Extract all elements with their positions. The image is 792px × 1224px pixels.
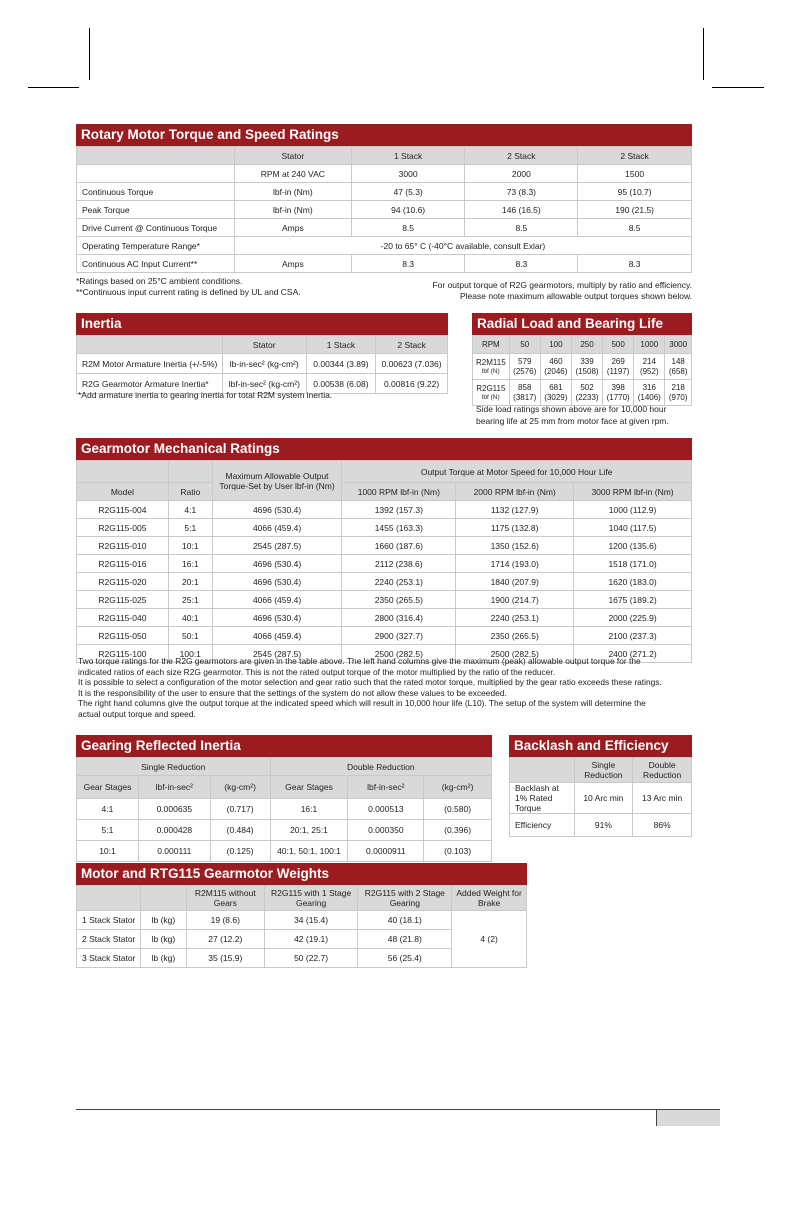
- table-cell: 4696 (530.4): [212, 501, 342, 519]
- table-cell: Backlash at 1% Rated Torque: [510, 783, 575, 814]
- header-cell: Maximum Allowable Output Torque-Set by User lbf-in (Nm): [212, 461, 342, 501]
- table-cell: 2400 (271.2): [574, 645, 692, 663]
- table-cell: 48 (21.8): [358, 930, 452, 949]
- radial-note-2: bearing life at 25 mm from motor face at given rpm.: [476, 416, 669, 426]
- table-cell: 2545 (287.5): [212, 537, 342, 555]
- table-row: [77, 609, 692, 627]
- load-value: 316: [642, 382, 656, 392]
- table-cell: 0.000350: [348, 820, 424, 841]
- crop-mark-right-vertical: [703, 28, 704, 80]
- model-label: R2G115: [476, 384, 506, 393]
- table-cell: 8.3: [465, 255, 578, 273]
- table-cell: 0.0000911: [348, 841, 424, 862]
- table-cell: 1714 (193.0): [456, 555, 574, 573]
- table-cell: 4696 (530.4): [212, 573, 342, 591]
- table-cell: R2G115-005: [77, 519, 169, 537]
- load-value-n: (658): [668, 366, 688, 376]
- header-cell: Model: [77, 483, 169, 501]
- load-value-n: (1508): [575, 366, 599, 376]
- table-cell: 73 (8.3): [465, 183, 578, 201]
- table-cell: 4696 (530.4): [212, 555, 342, 573]
- table-cell: 0.00816 (9.22): [376, 374, 448, 394]
- header-cell: (kg-cm²): [210, 776, 270, 799]
- table-cell: R2G115-020: [77, 573, 169, 591]
- table-cell: 0.000111: [138, 841, 210, 862]
- header-cell: 2 Stack: [578, 147, 692, 165]
- header-cell: Double Reduction: [633, 758, 692, 783]
- table-cell: lbf-in (Nm): [234, 201, 351, 219]
- table-row: [510, 814, 692, 837]
- rotary-header-row: [77, 147, 692, 165]
- table-row: [77, 911, 527, 930]
- table-cell: 2900 (327.7): [342, 627, 456, 645]
- table-cell: lbf-in (Nm): [234, 183, 351, 201]
- table-cell: 1350 (152.6): [456, 537, 574, 555]
- table-cell: 2112 (238.6): [342, 555, 456, 573]
- table-row: [77, 799, 492, 820]
- table-row: [77, 237, 692, 255]
- table-cell: RPM at 240 VAC: [234, 165, 351, 183]
- load-value: 269: [611, 356, 625, 366]
- table-row: [77, 183, 692, 201]
- load-value: 502: [580, 382, 594, 392]
- rotary-note-1: *Ratings based on 25°C ambient conditions.: [76, 276, 243, 286]
- table-cell: R2G115-040: [77, 609, 169, 627]
- radial-table: [472, 335, 692, 406]
- unit-label: lbf (N): [481, 394, 500, 401]
- table-cell: 8.3: [578, 255, 692, 273]
- table-cell: 10:1: [168, 537, 212, 555]
- backlash-section: [509, 735, 692, 837]
- table-row: [77, 573, 692, 591]
- table-cell: 10 Arc min: [574, 783, 633, 814]
- header-cell: R2G115 with 2 Stage Gearing: [358, 886, 452, 911]
- table-row: [77, 255, 692, 273]
- table-cell: 86%: [633, 814, 692, 837]
- backlash-header-row: [510, 758, 692, 783]
- header-cell: 250: [571, 336, 602, 354]
- header-cell: Single Reduction: [77, 758, 271, 776]
- table-cell: lbf-in-sec² (kg-cm²): [222, 374, 306, 394]
- header-cell: 100: [540, 336, 571, 354]
- table-cell: 19 (8.6): [186, 911, 264, 930]
- table-cell: 20:1, 25:1: [270, 820, 348, 841]
- table-cell: (0.125): [210, 841, 270, 862]
- model-label: R2M115: [476, 358, 506, 367]
- table-row: [77, 627, 692, 645]
- paragraph-line: It is the responsibility of the user to ensure that the settings of the system do not allow these values to be exceeded.: [78, 687, 507, 698]
- table-row: [77, 201, 692, 219]
- gearing-group-row: [77, 758, 492, 776]
- header-cell: 2 Stack: [465, 147, 578, 165]
- table-cell: 0.00623 (7.036): [376, 354, 448, 374]
- table-cell: 25:1: [168, 591, 212, 609]
- table-row: [77, 537, 692, 555]
- load-value-n: (2576): [513, 366, 537, 376]
- inertia-table: [76, 335, 448, 394]
- gearmotor-ratings-section: [76, 438, 692, 663]
- header-cell: lbf-in-sec²: [138, 776, 210, 799]
- table-cell: 4066 (459.4): [212, 591, 342, 609]
- table-cell: 91%: [574, 814, 633, 837]
- table-cell: 1518 (171.0): [574, 555, 692, 573]
- header-cell: 1 Stack: [351, 147, 465, 165]
- header-cell: 2 Stack: [376, 336, 448, 354]
- table-cell: 0.00538 (6.08): [306, 374, 376, 394]
- header-cell: [510, 758, 575, 783]
- gearmotor-group-header-row: [77, 461, 692, 483]
- table-cell: (0.103): [424, 841, 492, 862]
- table-cell: 35 (15.9): [186, 949, 264, 968]
- table-cell: 0.00344 (3.89): [306, 354, 376, 374]
- header-cell: RPM: [473, 336, 510, 354]
- paragraph-line: Two torque ratings for the R2G gearmotors are given in the table above. The left hand columns give the maximum (peak) allowable output torque for the: [78, 656, 641, 666]
- table-row: [77, 555, 692, 573]
- table-cell: (0.580): [424, 799, 492, 820]
- load-value: 148: [671, 356, 685, 366]
- inertia-section: [76, 313, 448, 394]
- table-cell: 2350 (265.5): [456, 627, 574, 645]
- header-cell: 3000 RPM lbf-in (Nm): [574, 483, 692, 501]
- load-value-n: (1406): [637, 392, 661, 402]
- table-cell: 8.5: [465, 219, 578, 237]
- table-cell: 8.3: [351, 255, 465, 273]
- table-cell: 1455 (163.3): [342, 519, 456, 537]
- table-cell: 190 (21.5): [578, 201, 692, 219]
- table-cell: 2240 (253.1): [456, 609, 574, 627]
- page-number-box: [656, 1110, 720, 1126]
- header-cell: Gear Stages: [77, 776, 139, 799]
- header-cell: [77, 147, 235, 165]
- table-cell: [77, 165, 235, 183]
- weights-title: Motor and RTG115 Gearmotor Weights: [76, 863, 527, 885]
- header-cell: 500: [603, 336, 634, 354]
- table-cell: 42 (19.1): [264, 930, 358, 949]
- table-cell: 56 (25.4): [358, 949, 452, 968]
- table-row: [510, 783, 692, 814]
- rotary-table: [76, 146, 692, 273]
- table-cell: 50 (22.7): [264, 949, 358, 968]
- table-cell: 4066 (459.4): [212, 627, 342, 645]
- table-cell: 16:1: [270, 799, 348, 820]
- table-cell: Amps: [234, 219, 351, 237]
- table-cell: 8.5: [578, 219, 692, 237]
- table-cell: 1200 (135.6): [574, 537, 692, 555]
- table-cell: R2G115-010: [77, 537, 169, 555]
- table-cell: R2M Motor Armature Inertia (+/-5%): [77, 354, 223, 374]
- table-row: [77, 219, 692, 237]
- table-cell: Operating Temperature Range*: [77, 237, 235, 255]
- table-cell: R2G115-100: [77, 645, 169, 663]
- table-cell: Peak Torque: [77, 201, 235, 219]
- table-cell: 2500 (282.5): [456, 645, 574, 663]
- gearmotor-header-row: [77, 483, 692, 501]
- table-cell: (0.717): [210, 799, 270, 820]
- table-cell: 1900 (214.7): [456, 591, 574, 609]
- header-cell: R2G115 with 1 Stage Gearing: [264, 886, 358, 911]
- header-cell: 50: [509, 336, 540, 354]
- backlash-title: Backlash and Efficiency: [509, 735, 692, 757]
- paragraph-line: It is possible to select a configuration of the motor selection and gear ratio such that the rated motor torque, multiplied by the gear ratio exceeds these ratings.: [78, 677, 662, 688]
- table-cell: 2100 (237.3): [574, 627, 692, 645]
- table-cell: 1000 (112.9): [574, 501, 692, 519]
- table-cell: R2G115-025: [77, 591, 169, 609]
- load-value: 398: [611, 382, 625, 392]
- table-cell: 34 (15.4): [264, 911, 358, 930]
- table-cell: 1500: [578, 165, 692, 183]
- table-cell: lb (kg): [140, 930, 186, 949]
- table-cell: (0.396): [424, 820, 492, 841]
- table-cell: lb-in-sec² (kg-cm²): [222, 354, 306, 374]
- table-cell: Drive Current @ Continuous Torque: [77, 219, 235, 237]
- table-cell: 5:1: [77, 820, 139, 841]
- load-value-n: (970): [668, 392, 688, 402]
- table-cell: 1392 (157.3): [342, 501, 456, 519]
- table-cell: 1675 (189.2): [574, 591, 692, 609]
- table-cell: 5:1: [168, 519, 212, 537]
- table-cell: lb (kg): [140, 911, 186, 930]
- table-cell: 47 (5.3): [351, 183, 465, 201]
- rotary-title: Rotary Motor Torque and Speed Ratings: [76, 124, 692, 146]
- load-value-n: (1197): [606, 366, 630, 376]
- header-cell: Added Weight for Brake: [452, 886, 527, 911]
- table-cell: 20:1: [168, 573, 212, 591]
- table-cell: (0.484): [210, 820, 270, 841]
- table-cell: 0.000513: [348, 799, 424, 820]
- header-cell: Stator: [222, 336, 306, 354]
- table-cell: 0.000428: [138, 820, 210, 841]
- table-cell: 40:1, 50:1, 100:1: [270, 841, 348, 862]
- table-cell: 0.000635: [138, 799, 210, 820]
- table-cell: 3000: [351, 165, 465, 183]
- brake-weight-cell: 4 (2): [452, 911, 527, 968]
- table-cell: 40:1: [168, 609, 212, 627]
- radial-header-row: [473, 336, 692, 354]
- table-cell: 94 (10.6): [351, 201, 465, 219]
- gearmotor-explanation: [78, 656, 694, 720]
- table-row: [77, 841, 492, 862]
- header-cell: [140, 886, 186, 911]
- table-cell: 1132 (127.9): [456, 501, 574, 519]
- table-cell: 146 (16.5): [465, 201, 578, 219]
- crop-mark-top-vertical: [89, 28, 90, 80]
- rotary-note-2: **Continuous input current rating is defined by UL and CSA.: [76, 287, 301, 297]
- table-cell: lb (kg): [140, 949, 186, 968]
- inertia-title: Inertia: [76, 313, 448, 335]
- table-cell: 8.5: [351, 219, 465, 237]
- header-cell: 1000: [634, 336, 665, 354]
- header-cell: 2000 RPM lbf-in (Nm): [456, 483, 574, 501]
- table-cell: 1840 (207.9): [456, 573, 574, 591]
- radial-note-1: Side load ratings shown above are for 10,000 hour: [476, 404, 667, 414]
- weights-header-row: [77, 886, 527, 911]
- table-cell: 2240 (253.1): [342, 573, 456, 591]
- gearmotor-title: Gearmotor Mechanical Ratings: [76, 438, 692, 460]
- load-value: 460: [549, 356, 563, 366]
- table-row: [77, 519, 692, 537]
- load-value: 218: [671, 382, 685, 392]
- header-cell: Gear Stages: [270, 776, 348, 799]
- header-cell: (kg-cm²): [424, 776, 492, 799]
- load-value-n: (952): [639, 366, 659, 376]
- header-cell: [77, 886, 141, 911]
- header-cell: lbf-in-sec²: [348, 776, 424, 799]
- header-cell: 3000: [665, 336, 692, 354]
- gearing-header-row: [77, 776, 492, 799]
- gearmotor-table: [76, 460, 692, 663]
- table-cell: 27 (12.2): [186, 930, 264, 949]
- table-cell: 1 Stack Stator: [77, 911, 141, 930]
- header-cell: Double Reduction: [270, 758, 491, 776]
- table-cell: R2G115-004: [77, 501, 169, 519]
- unit-label: lbf (N): [481, 368, 500, 375]
- load-value: 681: [549, 382, 563, 392]
- load-value: 339: [580, 356, 594, 366]
- table-cell: 1660 (187.6): [342, 537, 456, 555]
- crop-mark-right-horizontal: [712, 87, 764, 88]
- table-cell: 13 Arc min: [633, 783, 692, 814]
- table-cell: Continuous AC Input Current**: [77, 255, 235, 273]
- load-value-n: (2046): [544, 366, 568, 376]
- table-cell: 2545 (287.5): [212, 645, 342, 663]
- gearing-title: Gearing Reflected Inertia: [76, 735, 492, 757]
- crop-mark-top-horizontal: [28, 87, 79, 88]
- table-cell: 1620 (183.0): [574, 573, 692, 591]
- table-cell: 2000 (225.9): [574, 609, 692, 627]
- rotary-ratings-section: [76, 124, 692, 273]
- table-row: [77, 354, 448, 374]
- table-cell: 40 (18.1): [358, 911, 452, 930]
- table-cell: -20 to 65° C (-40°C available, consult Exlar): [234, 237, 691, 255]
- weights-table: [76, 885, 527, 968]
- header-cell: Output Torque at Motor Speed for 10,000 Hour Life: [342, 461, 692, 483]
- table-cell: 2000: [465, 165, 578, 183]
- header-cell: 1000 RPM lbf-in (Nm): [342, 483, 456, 501]
- radial-load-section: [472, 313, 692, 406]
- table-cell: R2G Gearmotor Armature Inertia*: [77, 374, 223, 394]
- paragraph-line: The right hand columns give the output torque at the indicated speed which will result in 10,000 hour life (L10). The setup of the system will determine the: [78, 698, 646, 709]
- table-cell: Continuous Torque: [77, 183, 235, 201]
- paragraph-line: actual output torque and speed.: [78, 708, 196, 719]
- load-value-n: (3817): [513, 392, 537, 402]
- table-row: [473, 380, 692, 406]
- table-cell: Efficiency: [510, 814, 575, 837]
- gearing-table: [76, 757, 492, 862]
- load-value-n: (2233): [575, 392, 599, 402]
- table-cell: R2G115-050: [77, 627, 169, 645]
- rotary-rpm-row: [77, 165, 692, 183]
- table-cell: R2G115-016: [77, 555, 169, 573]
- footer-rule: [76, 1109, 720, 1110]
- table-cell: 10:1: [77, 841, 139, 862]
- table-cell: 16:1: [168, 555, 212, 573]
- table-cell: 4696 (530.4): [212, 609, 342, 627]
- inertia-note: *Add armature inertia to gearing inertia for total R2M system inertia.: [78, 390, 333, 400]
- table-cell: 95 (10.7): [578, 183, 692, 201]
- load-value-n: (3029): [544, 392, 568, 402]
- backlash-table: [509, 757, 692, 837]
- weights-section: [76, 863, 527, 968]
- table-cell: 4:1: [168, 501, 212, 519]
- gearing-inertia-section: [76, 735, 492, 862]
- table-cell: 2350 (265.5): [342, 591, 456, 609]
- table-cell: 2500 (282.5): [342, 645, 456, 663]
- load-value: 579: [518, 356, 532, 366]
- header-cell: 1 Stack: [306, 336, 376, 354]
- rotary-note-3: For output torque of R2G gearmotors, multiply by ratio and efficiency.: [432, 280, 692, 290]
- load-value-n: (1770): [606, 392, 630, 402]
- inertia-header-row: [77, 336, 448, 354]
- table-cell: 4:1: [77, 799, 139, 820]
- table-cell: 4066 (459.4): [212, 519, 342, 537]
- table-cell: 50:1: [168, 627, 212, 645]
- paragraph-line: indicated ratios of each size R2G gearmotor. This is not the rated output torque of the motor multiplied by the ratio of the reducer.: [78, 666, 556, 677]
- header-cell: Stator: [234, 147, 351, 165]
- table-row: [77, 591, 692, 609]
- header-cell: Single Reduction: [574, 758, 633, 783]
- table-row: [77, 820, 492, 841]
- table-cell: 1040 (117.5): [574, 519, 692, 537]
- table-row: [77, 501, 692, 519]
- table-row: [473, 354, 692, 380]
- table-cell: 100:1: [168, 645, 212, 663]
- table-cell: 1175 (132.8): [456, 519, 574, 537]
- table-cell: 3 Stack Stator: [77, 949, 141, 968]
- header-cell: [77, 336, 223, 354]
- header-cell: R2M115 without Gears: [186, 886, 264, 911]
- table-cell: Amps: [234, 255, 351, 273]
- table-cell: 2800 (316.4): [342, 609, 456, 627]
- load-value: 214: [642, 356, 656, 366]
- rotary-note-4: Please note maximum allowable output torques shown below.: [460, 291, 692, 301]
- header-cell: Ratio: [168, 483, 212, 501]
- load-value: 858: [518, 382, 532, 392]
- table-cell: 2 Stack Stator: [77, 930, 141, 949]
- radial-title: Radial Load and Bearing Life: [472, 313, 692, 335]
